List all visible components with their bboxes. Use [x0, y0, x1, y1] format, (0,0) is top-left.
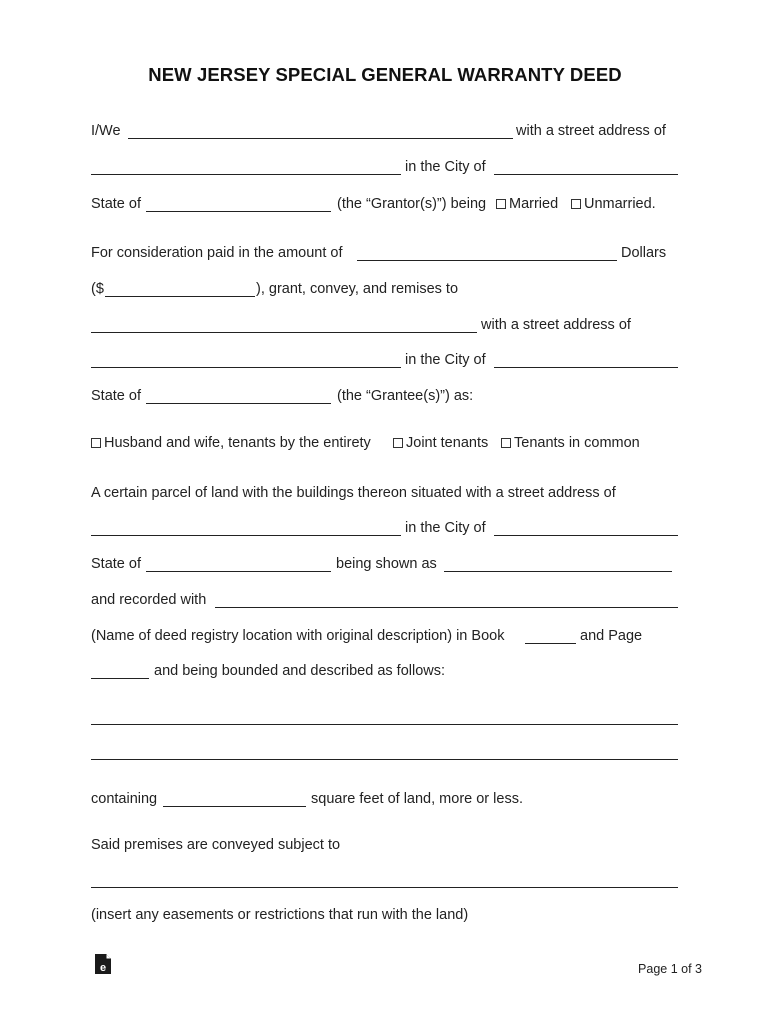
- grantee-state-label: State of: [91, 388, 141, 404]
- grantor-street-field[interactable]: [91, 157, 401, 175]
- consideration-label: For consideration paid in the amount of: [91, 245, 343, 261]
- document-title: NEW JERSEY SPECIAL GENERAL WARRANTY DEED: [148, 64, 622, 85]
- grantor-city-label: in the City of: [405, 159, 486, 175]
- husband-wife-checkbox[interactable]: [91, 438, 101, 448]
- description-line-2[interactable]: [91, 759, 678, 760]
- grantee-street-field[interactable]: [91, 350, 401, 368]
- unmarried-checkbox[interactable]: [571, 199, 581, 209]
- parcel-street-field[interactable]: [91, 518, 401, 536]
- recorded-with-field[interactable]: [215, 590, 678, 608]
- grantor-state-label: State of: [91, 196, 141, 212]
- grantee-as-label: (the “Grantee(s)”) as:: [337, 388, 474, 404]
- page-field[interactable]: [91, 661, 149, 679]
- joint-tenants-option[interactable]: [393, 433, 488, 453]
- married-checkbox[interactable]: [496, 199, 506, 209]
- easements-note-label: (insert any easements or restrictions that run with the land): [91, 907, 469, 923]
- registry-book-label: (Name of deed registry location with original description) in Book: [91, 628, 505, 644]
- joint-tenants-label: Joint tenants: [406, 435, 489, 451]
- and-page-label: and Page: [580, 628, 643, 644]
- svg-text:e: e: [99, 962, 107, 974]
- grantee-street-label: with a street address of: [481, 317, 631, 333]
- grantor-being-label: (the “Grantor(s)”) being: [337, 196, 487, 212]
- grantee-state-field[interactable]: [146, 386, 331, 404]
- unmarried-label: Unmarried.: [584, 196, 656, 212]
- recorded-with-label: and recorded with: [91, 592, 207, 608]
- subject-to-label: Said premises are conveyed subject to: [91, 837, 341, 853]
- unmarried-option[interactable]: [571, 194, 656, 214]
- tenants-common-checkbox[interactable]: [501, 438, 511, 448]
- married-label: Married: [509, 196, 559, 212]
- dollars-label: Dollars: [621, 245, 667, 261]
- husband-wife-label: Husband and wife, tenants by the entirety: [104, 435, 371, 451]
- grantor-state-field[interactable]: [146, 194, 331, 212]
- parcel-city-field[interactable]: [494, 518, 678, 536]
- dollar-open-label: ($: [91, 281, 104, 297]
- consideration-amount-field[interactable]: [105, 279, 255, 297]
- consideration-words-field[interactable]: [357, 243, 617, 261]
- parcel-state-label: State of: [91, 556, 141, 572]
- joint-tenants-checkbox[interactable]: [393, 438, 403, 448]
- containing-label: containing: [91, 791, 158, 807]
- husband-wife-option[interactable]: [91, 433, 371, 453]
- square-feet-field[interactable]: [163, 789, 306, 807]
- parcel-state-field[interactable]: [146, 554, 331, 572]
- grantee-name-field[interactable]: [91, 315, 477, 333]
- parcel-city-label: in the City of: [405, 520, 486, 536]
- being-shown-field[interactable]: [444, 554, 672, 572]
- grantor-name-field[interactable]: [128, 121, 513, 139]
- married-option[interactable]: [496, 194, 558, 214]
- tenants-common-label: Tenants in common: [514, 435, 640, 451]
- square-feet-label: square feet of land, more or less.: [311, 791, 523, 807]
- i-we-label: I/We: [91, 123, 121, 139]
- tenants-common-option[interactable]: [501, 433, 640, 453]
- grantor-city-field[interactable]: [494, 157, 678, 175]
- grantor-street-label: with a street address of: [516, 123, 666, 139]
- grantee-city-field[interactable]: [494, 350, 678, 368]
- easements-line[interactable]: [91, 887, 678, 888]
- page-number: Page 1 of 3: [638, 962, 702, 976]
- parcel-intro-label: A certain parcel of land with the buildings thereon situated with a street address of: [91, 485, 616, 501]
- grant-convey-label: ), grant, convey, and remises to: [256, 281, 459, 297]
- book-field[interactable]: [525, 626, 576, 644]
- grantee-city-label: in the City of: [405, 352, 486, 368]
- bounded-label: and being bounded and described as follows:: [154, 663, 446, 679]
- document-logo-icon: [94, 953, 112, 975]
- being-shown-label: being shown as: [336, 556, 437, 572]
- description-line-1[interactable]: [91, 724, 678, 725]
